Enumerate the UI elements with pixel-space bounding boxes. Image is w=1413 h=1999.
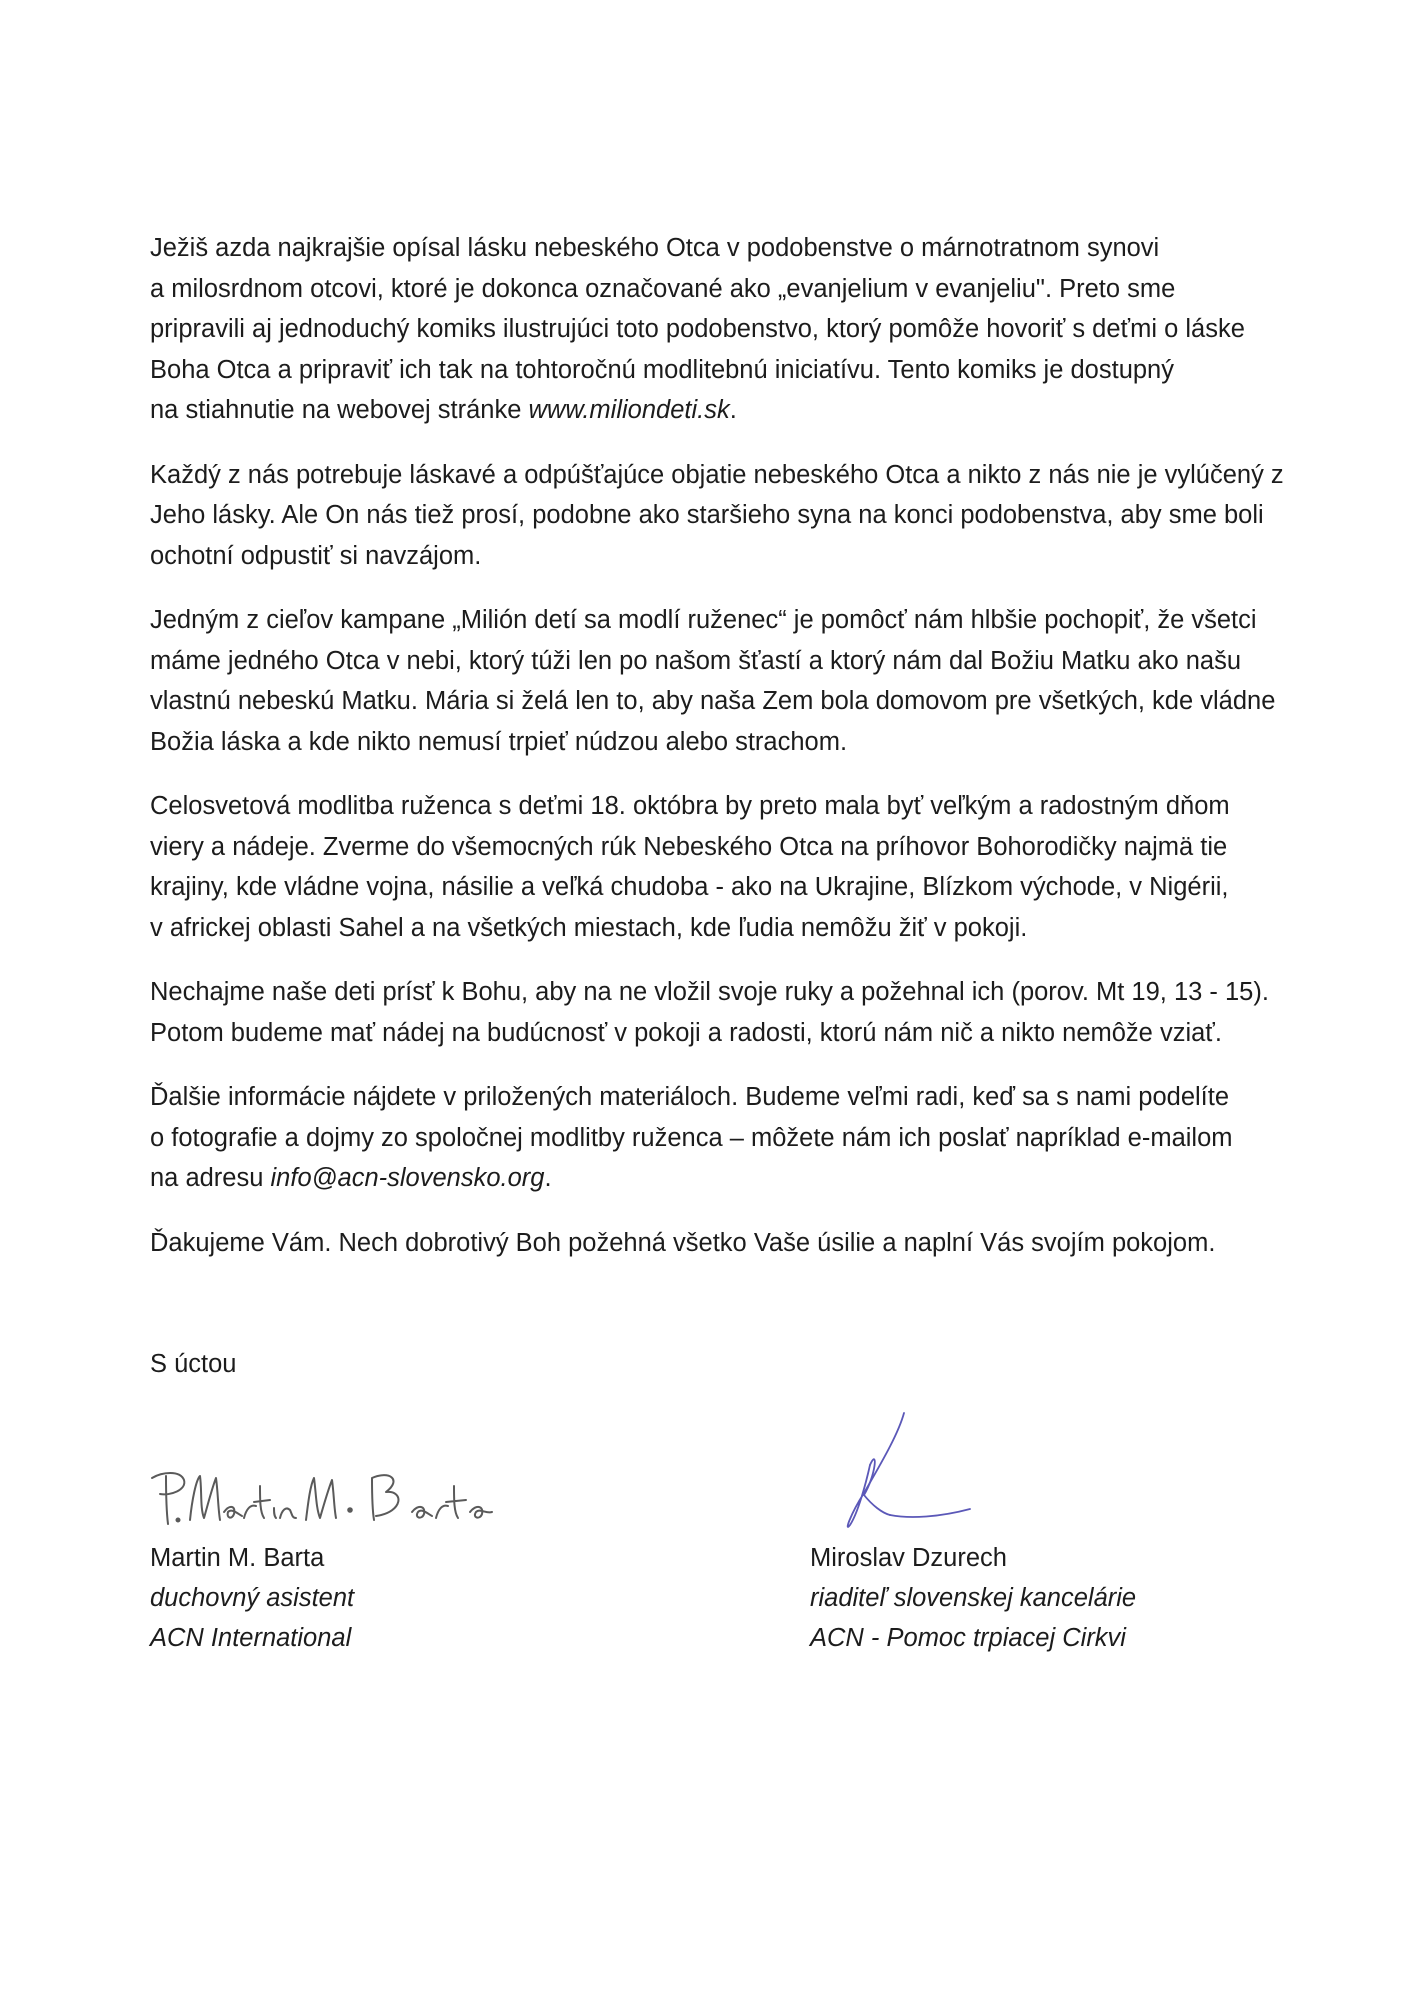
text-run: v africkej oblasti Sahel a na všetkých miestach, kde ľudia nemôžu žiť v pokoji. (150, 913, 1028, 942)
letter-paragraph (150, 228, 1310, 431)
signatory-organization: ACN - Pomoc trpiacej Cirkvi (810, 1624, 1126, 1652)
text-run: Potom budeme mať nádej na budúcnosť v pokoji a radosti, ktorú nám nič a nikto nemôže vziať. (150, 1018, 1222, 1047)
text-run: Božia láska a kde nikto nemusí trpieť núdzou alebo strachom. (150, 727, 848, 756)
signatory-right (810, 1538, 1136, 1658)
italic-reference: info@acn-slovensko.org (270, 1164, 545, 1192)
letter-paragraph (150, 600, 1310, 762)
text-run: máme jedného Otca v nebi, ktorý túži len po našom šťastí a ktorý nám dal Božiu Matku ako našu (150, 646, 1242, 675)
paragraph-line (150, 827, 1310, 868)
letter-paragraph (150, 786, 1310, 948)
paragraph-line (150, 641, 1310, 682)
text-run: Nechajme naše deti prísť k Bohu, aby na ne vložil svoje ruky a požehnal ich (porov. Mt 19, 13 - 15). (150, 978, 1269, 1006)
paragraph-line (150, 536, 1310, 577)
paragraph-line (150, 600, 1310, 641)
text-run: . (544, 1164, 552, 1192)
text-run: Ježiš azda najkrajšie opísal lásku nebeského Otca v podobenstve o márnotratnom synovi (150, 234, 1160, 262)
paragraph-line (150, 1158, 1310, 1199)
signatory-left (150, 1538, 354, 1658)
signatory-role: riaditeľ slovenskej kancelárie (810, 1584, 1137, 1612)
text-run: a milosrdnom otcovi, ktoré je dokonca označované ako „evanjelium v evanjeliu". Preto sme (150, 274, 1176, 303)
signatory-organization: ACN International (150, 1624, 352, 1652)
text-run: . (729, 396, 737, 424)
paragraph-line (150, 1223, 1310, 1264)
paragraph-line (150, 495, 1310, 536)
letter-paragraph (150, 455, 1310, 577)
text-run: o fotografie a dojmy zo spoločnej modlitby ruženca – môžete nám ich poslať napríklad e-mailom (150, 1123, 1233, 1152)
text-run: krajiny, kde vládne vojna, násilie a veľká chudoba - ako na Ukrajine, Blízkom východe, v Nigérii, (150, 873, 1229, 901)
signature-miroslav-dzurech (820, 1405, 980, 1540)
text-run: ochotní odpustiť si navzájom. (150, 541, 482, 570)
paragraph-line (150, 722, 1310, 763)
text-run: na stiahnutie na webovej stránke (150, 396, 529, 424)
paragraph-line (150, 228, 1310, 269)
text-run: Boha Otca a pripraviť ich tak na tohtoročnú modlitebnú iniciatívu. Tento komiks je dostupný (150, 355, 1174, 384)
signatory-name: Martin M. Barta (150, 1544, 325, 1572)
paragraph-line (150, 455, 1310, 496)
italic-reference: www.miliondeti.sk (528, 396, 730, 424)
paragraph-line (150, 309, 1310, 350)
signatory-name: Miroslav Dzurech (810, 1544, 1007, 1572)
paragraph-line (150, 269, 1310, 310)
signature-martin-barta (140, 1460, 500, 1540)
paragraph-line (150, 681, 1310, 722)
letter-paragraph (150, 1077, 1310, 1199)
paragraph-line (150, 350, 1310, 391)
paragraph-line (150, 867, 1310, 908)
paragraph-line (150, 1077, 1310, 1118)
paragraph-line (150, 786, 1310, 827)
text-run: Ďakujeme Vám. Nech dobrotivý Boh požehná všetko Vaše úsilie a naplní Vás svojím pokojom. (150, 1228, 1216, 1257)
text-run: Jeho lásky. Ale On nás tiež prosí, podobne ako staršieho syna na konci podobenstva, aby sme boli (150, 501, 1264, 529)
text-run: pripravili aj jednoduchý komiks ilustrujúci toto podobenstvo, ktorý pomôže hovoriť s deťmi o láske (150, 315, 1245, 343)
letter-body (150, 228, 1310, 1287)
text-run: Každý z nás potrebuje láskavé a odpúšťajúce objatie nebeského Otca a nikto z nás nie je vylúčený z (150, 460, 1284, 489)
text-run: vlastnú nebeskú Matku. Mária si želá len to, aby naša Zem bola domovom pre všetkých, kde vládne (150, 687, 1276, 715)
paragraph-line (150, 1013, 1310, 1054)
paragraph-line (150, 390, 1310, 431)
text-run: viery a nádeje. Zverme do všemocných rúk Nebeského Otca na príhovor Bohorodičky najmä tie (150, 832, 1228, 861)
closing-salutation: S úctou (150, 1350, 237, 1378)
paragraph-line (150, 972, 1310, 1013)
text-run: Jedným z cieľov kampane „Milión detí sa modlí ruženec“ je pomôcť nám hlbšie pochopiť, že všetci (150, 606, 1257, 634)
letter-paragraph (150, 1223, 1310, 1264)
signatory-role: duchovný asistent (150, 1584, 355, 1612)
text-run: na adresu (150, 1164, 271, 1192)
paragraph-line (150, 908, 1310, 949)
paragraph-line (150, 1118, 1310, 1159)
letter-paragraph (150, 972, 1310, 1053)
text-run: Celosvetová modlitba ruženca s deťmi 18. októbra by preto mala byť veľkým a radostným dňom (150, 792, 1230, 820)
text-run: Ďalšie informácie nájdete v priložených materiáloch. Budeme veľmi radi, keď sa s nami podelíte (150, 1083, 1230, 1111)
